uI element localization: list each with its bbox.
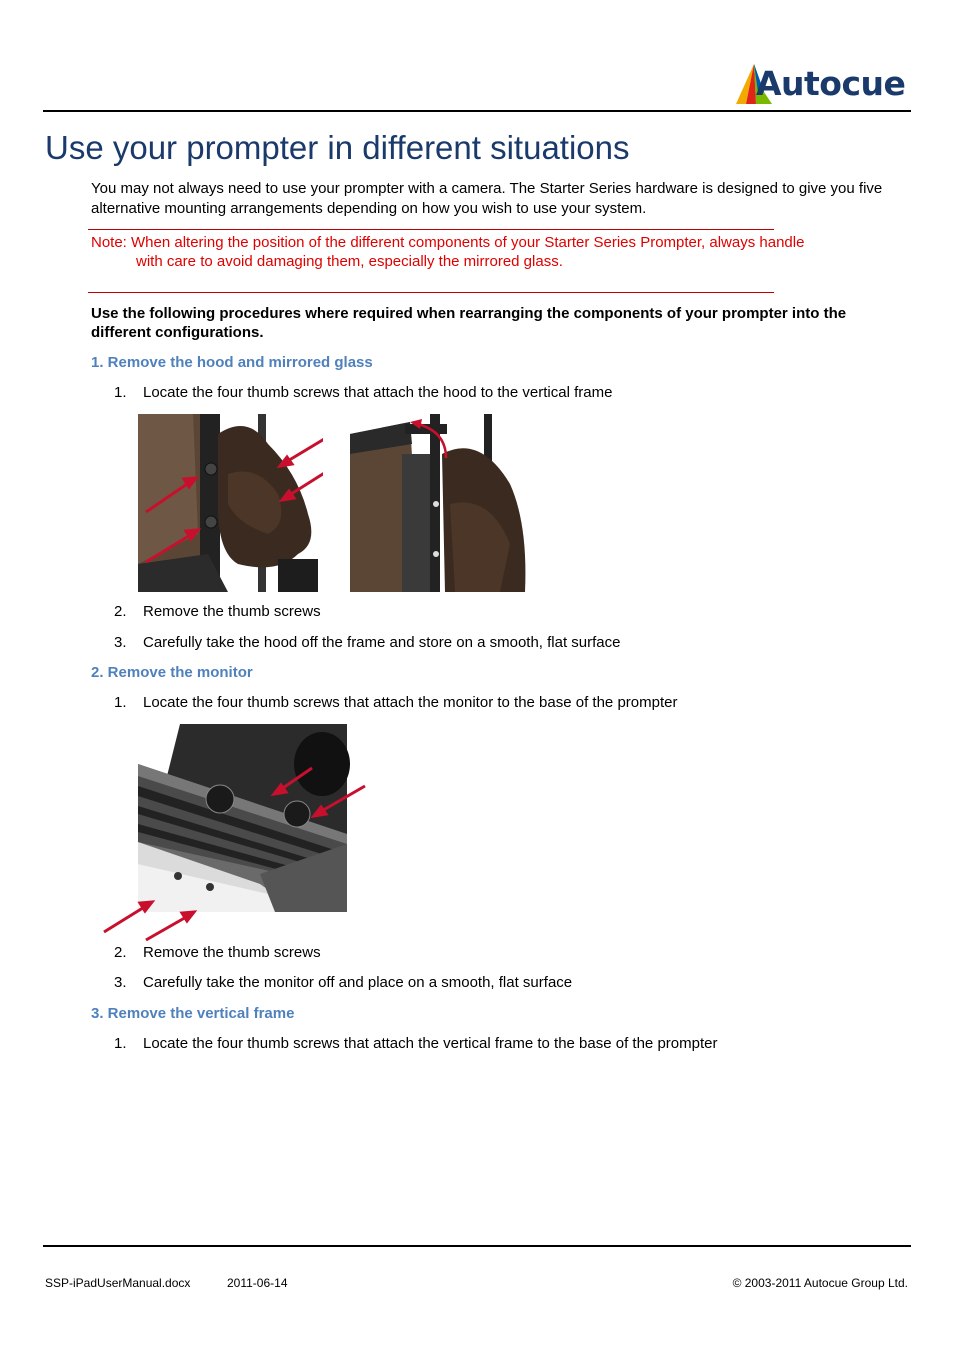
step-text: Remove the thumb screws bbox=[143, 944, 321, 961]
step-number: 1. bbox=[114, 694, 127, 711]
list-item bbox=[114, 973, 754, 993]
section-heading-hood: 1. Remove the hood and mirrored glass bbox=[91, 354, 373, 371]
list-item bbox=[114, 1034, 754, 1074]
step-text: Carefully take the monitor off and place on a smooth, flat surface bbox=[143, 974, 573, 991]
monitor-thumb-screws-photo bbox=[100, 724, 370, 946]
procedures-intro: Use the following procedures where required when rearranging the components of your prompter into the different configurations. bbox=[91, 305, 847, 341]
logo-wordmark: Autocue bbox=[756, 64, 906, 103]
footer-copyright: © 2003-2011 Autocue Group Ltd. bbox=[732, 1276, 908, 1290]
step-number: 2. bbox=[114, 944, 127, 961]
note-text: Note: When altering the position of the different components of your Starter Series Prompter, always handle with care to avoid damaging them, especially the mirrored glass. bbox=[91, 234, 805, 270]
list-item bbox=[114, 693, 814, 713]
page-title: Use your prompter in different situations bbox=[45, 129, 630, 166]
step-text: Locate the four thumb screws that attach the hood to the vertical frame bbox=[143, 384, 613, 401]
step-number: 3. bbox=[114, 974, 127, 991]
list-item bbox=[114, 633, 754, 653]
step-number: 1. bbox=[114, 1035, 127, 1052]
hood-thumb-screws-photo bbox=[138, 414, 323, 592]
step-text: Remove the thumb screws bbox=[143, 603, 321, 620]
step-text: Carefully take the hood off the frame and store on a smooth, flat surface bbox=[143, 634, 621, 651]
step-text: Locate the four thumb screws that attach the vertical frame to the base of the prompter bbox=[143, 1035, 718, 1052]
step-number: 1. bbox=[114, 384, 127, 401]
hood-side-view-photo bbox=[350, 414, 528, 592]
step-number: 3. bbox=[114, 634, 127, 651]
intro-paragraph: You may not always need to use your prompter with a camera. The Starter Series hardware is designed to give you five alternative mounting arrangements depending on how you wish to use your system. bbox=[91, 180, 883, 217]
footer-date: 2011-06-14 bbox=[227, 1276, 288, 1290]
header-rule bbox=[43, 110, 911, 112]
list-item bbox=[114, 383, 754, 403]
autocue-logo bbox=[734, 62, 910, 106]
footer-rule bbox=[43, 1245, 911, 1247]
list-item bbox=[114, 943, 754, 963]
step-number: 2. bbox=[114, 603, 127, 620]
footer-filename: SSP-iPadUserManual.docx bbox=[45, 1276, 191, 1290]
list-item bbox=[114, 602, 754, 622]
step-text: Locate the four thumb screws that attach the monitor to the base of the prompter bbox=[143, 694, 678, 711]
section-heading-vertical-frame: 3. Remove the vertical frame bbox=[91, 1005, 295, 1022]
note-box bbox=[88, 229, 805, 293]
section-heading-monitor: 2. Remove the monitor bbox=[91, 664, 253, 681]
